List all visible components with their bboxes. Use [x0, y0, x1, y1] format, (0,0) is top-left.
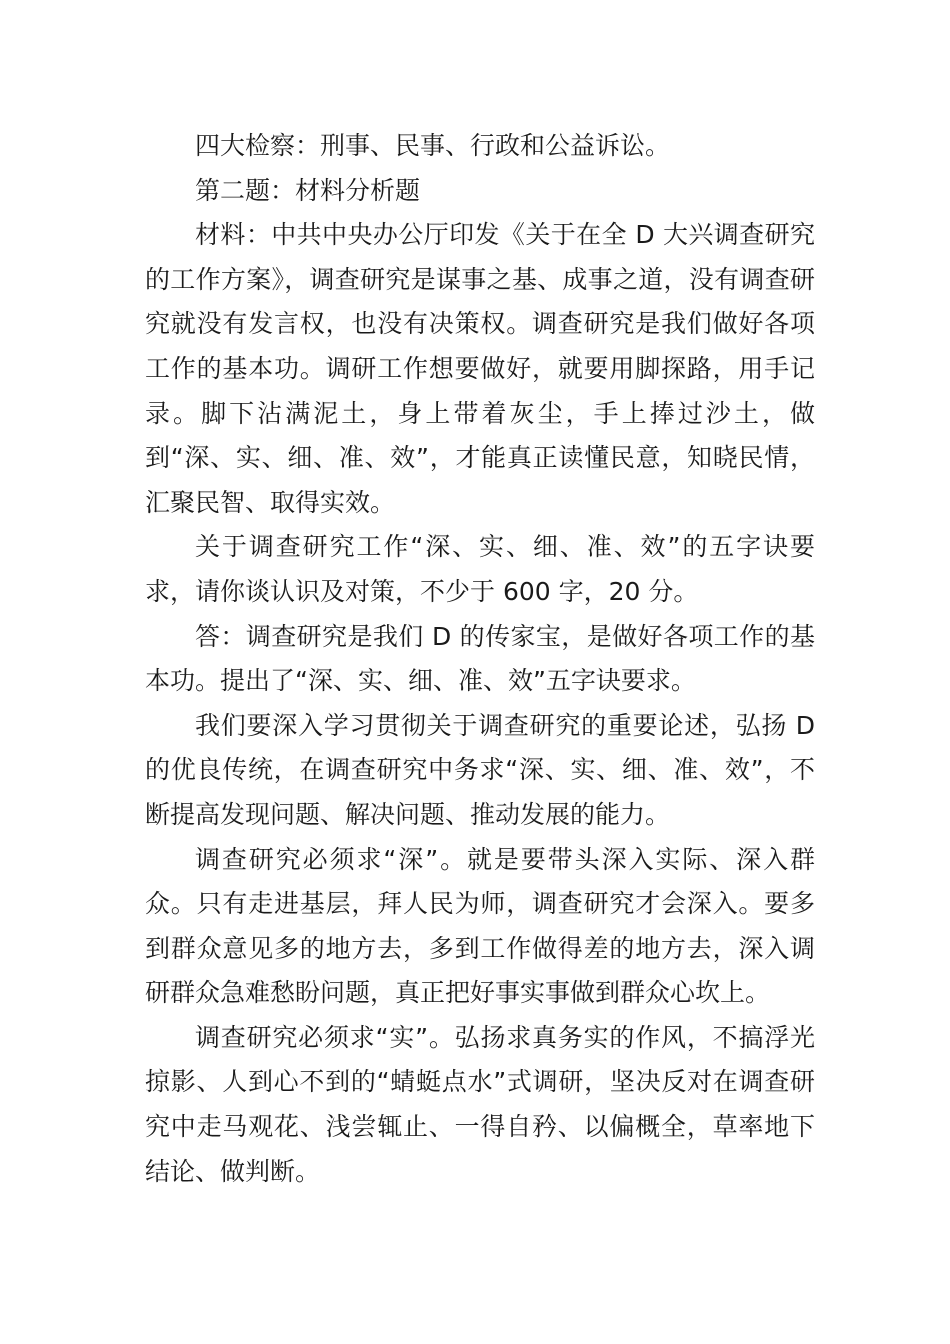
paragraph-answer-overview: 我们要深入学习贯彻关于调查研究的重要论述，弘扬 D 的优良传统，在调查研究中务求“深、实、细、准、效”，不断提高发现问题、解决问题、推动发展的能力。 [145, 710, 815, 829]
paragraph-point-deep: 调查研究必须求“深”。就是要带头深入实际、深入群众。只有走进基层，拜人民为师，调查研究才会深入。要多到群众意见多的地方去，多到工作做得差的地方去，深入调研群众急难愁盼问题，真正把好事实事做到群众心坎上。 [145, 844, 815, 1008]
document-body [145, 124, 815, 1194]
paragraph-question-prompt: 关于调查研究工作“深、实、细、准、效”的五字诀要求，请你谈认识及对策，不少于 600 字，20 分。 [145, 532, 815, 606]
paragraph-answer-intro: 答：调查研究是我们 D 的传家宝，是做好各项工作的基本功。提出了“深、实、细、准、效”五字诀要求。 [145, 621, 815, 696]
paragraph-four-procuratorates: 四大检察：刑事、民事、行政和公益诉讼。 [195, 131, 671, 160]
paragraph-point-solid: 调查研究必须求“实”。弘扬求真务实的作风，不搞浮光掠影、人到心不到的“蜻蜓点水”式调研，坚决反对在调查研究中走马观花、浅尝辄止、一得自矜、以偏概全，草率地下结论、做判断。 [145, 1022, 815, 1186]
paragraph-material: 材料：中共中央办公厅印发《关于在全 D 大兴调查研究的工作方案》，调查研究是谋事之基、成事之道，没有调查研究就没有发言权，也没有决策权。调查研究是我们做好各项工作的基本功。调研工作想要做好，就要用脚探路，用手记录。脚下沾满泥土，身上带着灰尘，手上捧过沙土，做到“深、实、细、准、效”，才能真正读懂民意，知晓民情，汇聚民智、取得实效。 [145, 220, 815, 517]
paragraph-question-two-heading: 第二题：材料分析题 [195, 175, 421, 205]
